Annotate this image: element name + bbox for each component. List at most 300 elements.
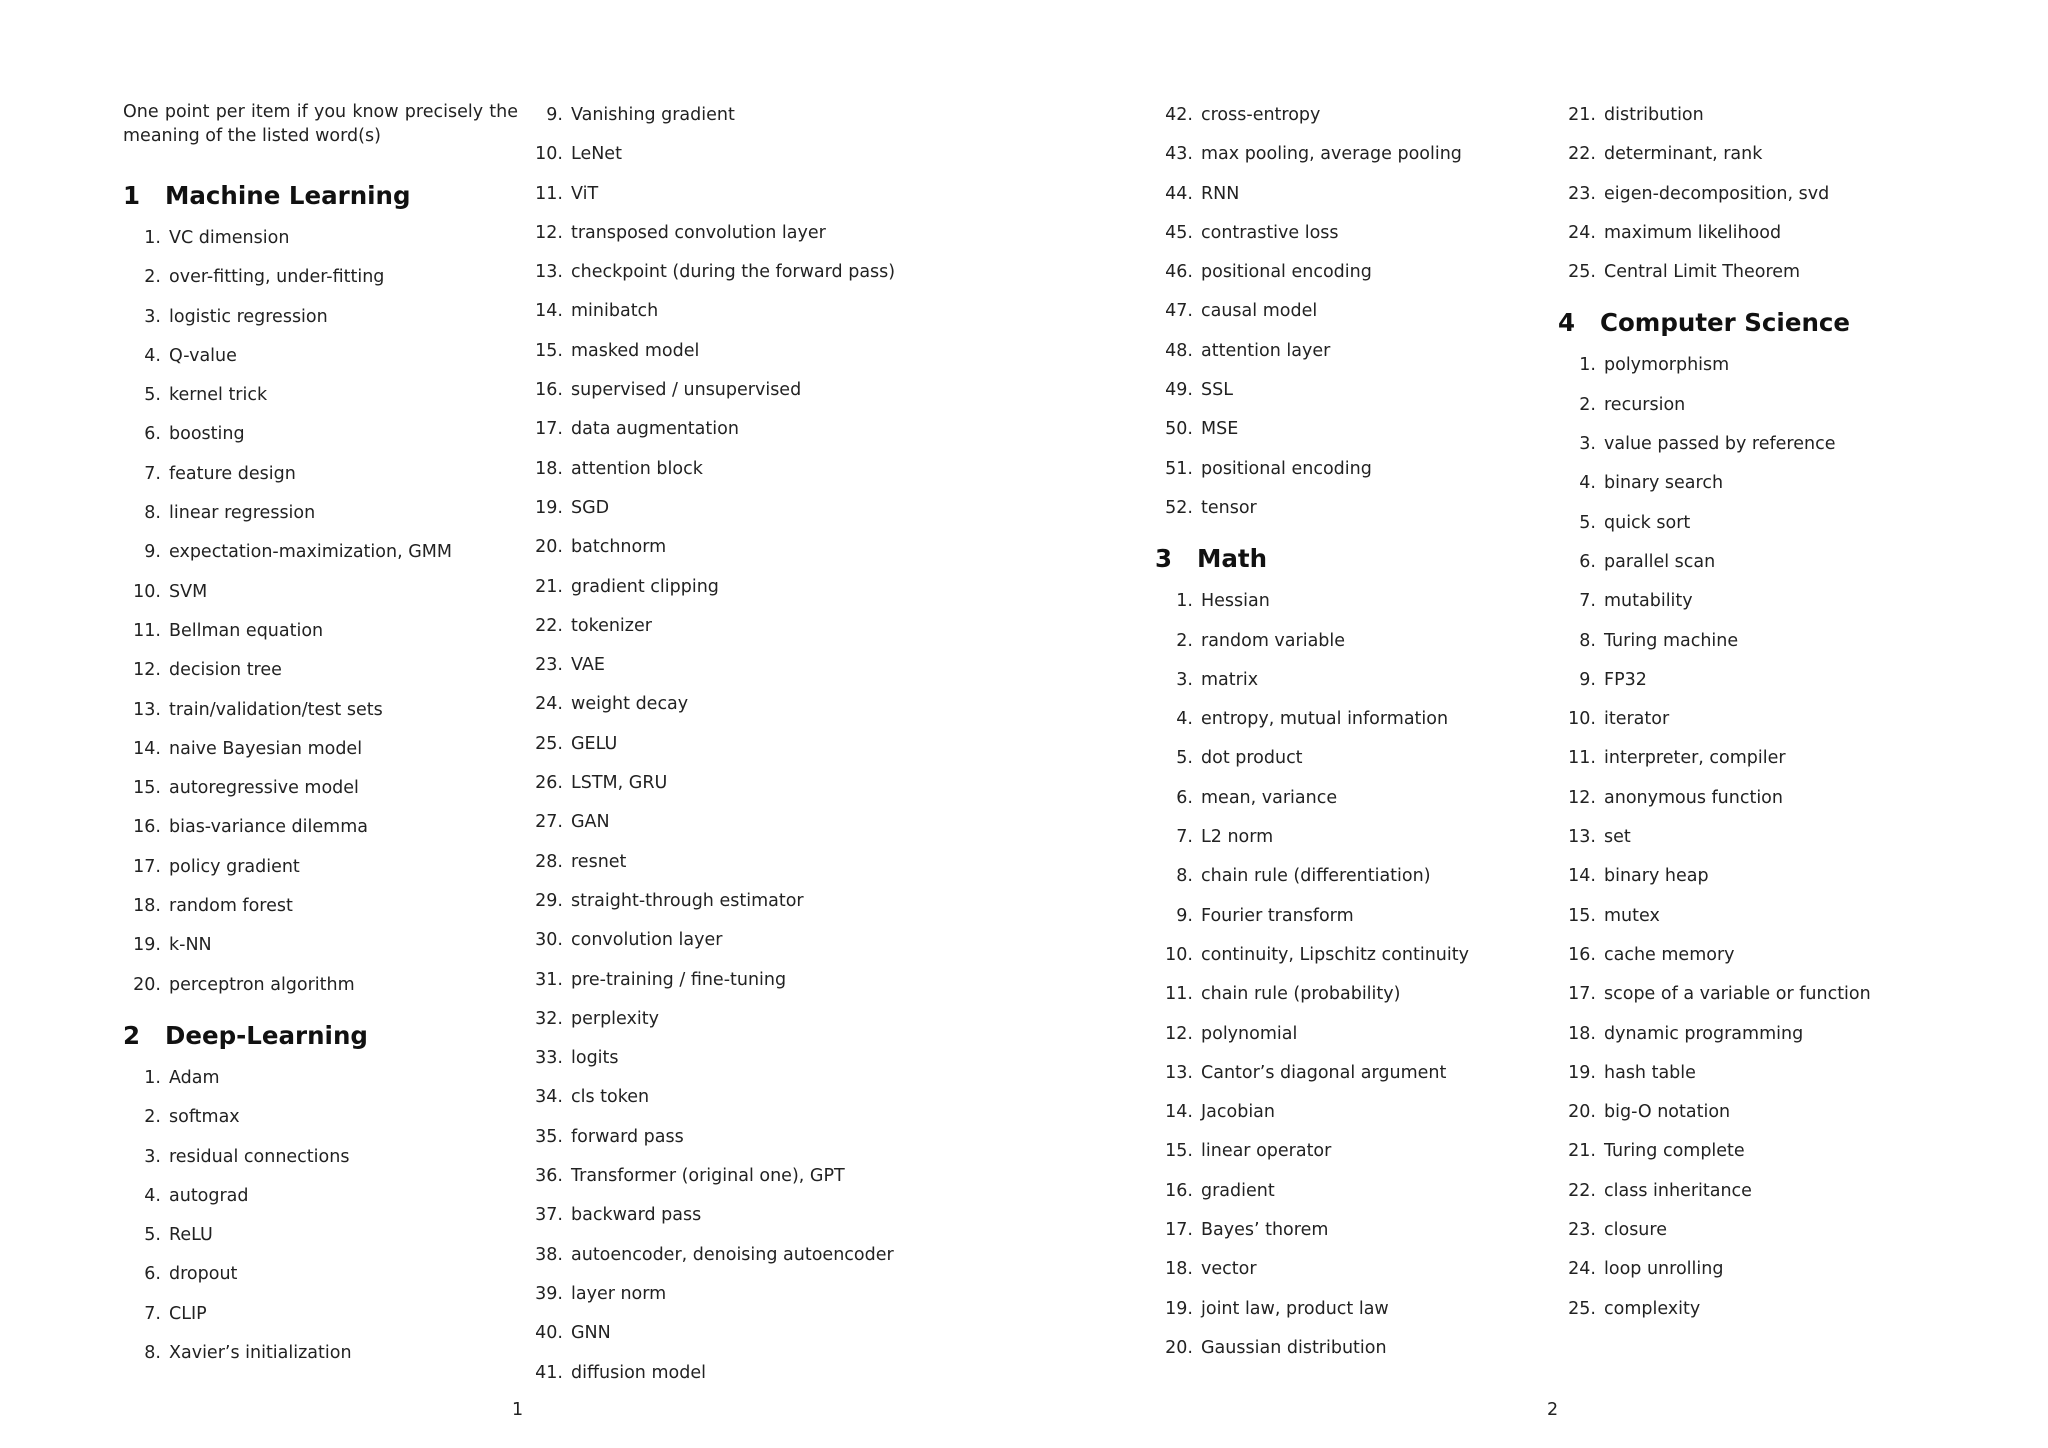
column-1 xyxy=(123,96,518,1373)
item-text: matrix xyxy=(1201,669,1259,690)
list-item xyxy=(525,1157,920,1196)
item-number: 20. xyxy=(133,974,161,995)
item-number: 22. xyxy=(535,615,563,636)
list-item xyxy=(1558,739,1953,778)
item-text: Bayes’ thorem xyxy=(1201,1220,1329,1241)
list-item xyxy=(123,926,518,965)
list-item xyxy=(123,376,518,415)
item-text: parallel scan xyxy=(1604,551,1716,572)
item-text: determinant, rank xyxy=(1604,144,1763,165)
list-item xyxy=(1558,253,1953,292)
item-number: 19. xyxy=(133,935,161,956)
item-text: random forest xyxy=(169,896,293,917)
item-text: class inheritance xyxy=(1604,1180,1752,1201)
item-number: 19. xyxy=(1568,1062,1596,1083)
item-number: 36. xyxy=(535,1166,563,1187)
item-text: L2 norm xyxy=(1201,827,1274,848)
list-item xyxy=(1558,857,1953,896)
list-item xyxy=(123,1216,518,1255)
item-number: 20. xyxy=(535,537,563,558)
list-item xyxy=(1558,897,1953,936)
item-text: autoregressive model xyxy=(169,778,359,799)
item-text: Transformer (original one), GPT xyxy=(571,1166,845,1187)
item-number: 23. xyxy=(1568,1220,1596,1241)
item-number: 9. xyxy=(144,542,161,563)
item-text: Xavier’s initialization xyxy=(169,1343,352,1364)
list-item xyxy=(1155,1290,1550,1329)
intro-text: One point per item if you know precisely the meaning of the listed word(s) xyxy=(123,102,518,146)
list-item xyxy=(1155,96,1550,135)
section-title: Computer Science xyxy=(1600,308,1851,338)
item-number: 6. xyxy=(1176,787,1193,808)
item-text: big-O notation xyxy=(1604,1102,1731,1123)
item-number: 13. xyxy=(133,699,161,720)
list-item xyxy=(525,764,920,803)
list-item xyxy=(525,882,920,921)
item-number: 9. xyxy=(1579,669,1596,690)
machine-learning-list xyxy=(123,219,518,1005)
item-text: recursion xyxy=(1604,394,1686,415)
list-item xyxy=(1558,582,1953,621)
item-number: 35. xyxy=(535,1126,563,1147)
item-number: 26. xyxy=(535,773,563,794)
item-text: Central Limit Theorem xyxy=(1604,262,1801,283)
item-text: chain rule (probability) xyxy=(1201,984,1401,1005)
item-text: mean, variance xyxy=(1201,787,1338,808)
item-number: 25. xyxy=(535,733,563,754)
item-text: VC dimension xyxy=(169,228,290,248)
list-item xyxy=(1558,504,1953,543)
list-item xyxy=(1558,1015,1953,1054)
item-text: LSTM, GRU xyxy=(571,773,668,794)
list-item xyxy=(1558,1250,1953,1289)
list-item xyxy=(1558,96,1953,135)
item-text: Bellman equation xyxy=(169,620,324,641)
list-item xyxy=(1155,1172,1550,1211)
item-number: 25. xyxy=(1568,1298,1596,1319)
item-text: binary search xyxy=(1604,473,1724,494)
item-number: 15. xyxy=(1568,905,1596,926)
list-item xyxy=(1155,818,1550,857)
list-item xyxy=(1155,582,1550,621)
list-item xyxy=(1155,1093,1550,1132)
deep-learning-list-part-1 xyxy=(123,1059,518,1373)
list-item xyxy=(525,292,920,331)
list-item xyxy=(1155,936,1550,975)
item-number: 52. xyxy=(1165,497,1193,518)
list-item xyxy=(525,410,920,449)
list-item xyxy=(123,1255,518,1294)
item-number: 9. xyxy=(1176,905,1193,926)
item-number: 5. xyxy=(1176,748,1193,769)
item-number: 12. xyxy=(535,222,563,243)
item-text: set xyxy=(1604,827,1631,848)
math-list-part-2 xyxy=(1558,96,1953,292)
list-item xyxy=(123,1334,518,1373)
item-number: 13. xyxy=(1568,827,1596,848)
item-text: contrastive loss xyxy=(1201,222,1339,243)
list-item xyxy=(123,298,518,337)
item-text: convolution layer xyxy=(571,930,723,951)
item-text: complexity xyxy=(1604,1298,1701,1319)
item-text: naive Bayesian model xyxy=(169,738,363,759)
item-number: 22. xyxy=(1568,1180,1596,1201)
list-item xyxy=(123,651,518,690)
item-text: layer norm xyxy=(571,1283,667,1304)
item-number: 10. xyxy=(133,581,161,602)
item-number: 19. xyxy=(1165,1298,1193,1319)
item-text: autograd xyxy=(169,1185,249,1206)
item-number: 30. xyxy=(535,930,563,951)
item-text: GNN xyxy=(571,1323,611,1344)
list-item xyxy=(1155,857,1550,896)
item-number: 41. xyxy=(535,1362,563,1383)
item-number: 50. xyxy=(1165,419,1193,440)
item-text: resnet xyxy=(571,851,627,872)
item-number: 20. xyxy=(1568,1102,1596,1123)
item-text: policy gradient xyxy=(169,856,300,877)
item-number: 1. xyxy=(144,1067,161,1088)
item-number: 7. xyxy=(1176,827,1193,848)
item-text: bias-variance dilemma xyxy=(169,817,368,838)
list-item xyxy=(123,494,518,533)
item-text: positional encoding xyxy=(1201,458,1372,479)
list-item xyxy=(123,573,518,612)
item-text: autoencoder, denoising autoencoder xyxy=(571,1244,894,1265)
list-item xyxy=(525,803,920,842)
item-number: 8. xyxy=(144,503,161,524)
item-number: 47. xyxy=(1165,301,1193,322)
item-number: 5. xyxy=(144,1225,161,1246)
list-item xyxy=(1558,975,1953,1014)
item-number: 2. xyxy=(1579,394,1596,415)
item-text: k-NN xyxy=(169,935,212,956)
item-number: 22. xyxy=(1568,144,1596,165)
list-item xyxy=(525,1314,920,1353)
item-number: 15. xyxy=(1165,1141,1193,1162)
list-item xyxy=(1155,135,1550,174)
list-item xyxy=(525,843,920,882)
list-item xyxy=(1155,700,1550,739)
item-number: 14. xyxy=(1568,866,1596,887)
item-text: chain rule (differentiation) xyxy=(1201,866,1431,887)
item-number: 10. xyxy=(1568,709,1596,730)
list-item xyxy=(123,691,518,730)
list-item xyxy=(525,332,920,371)
item-text: ReLU xyxy=(169,1225,213,1246)
list-item xyxy=(1155,1250,1550,1289)
item-text: over-fitting, under-fitting xyxy=(169,267,385,288)
item-text: causal model xyxy=(1201,301,1318,322)
item-number: 7. xyxy=(1579,591,1596,612)
item-text: expectation-maximization, GMM xyxy=(169,542,452,563)
list-item xyxy=(525,175,920,214)
item-number: 1. xyxy=(1579,355,1596,376)
item-number: 12. xyxy=(1568,787,1596,808)
item-text: Vanishing gradient xyxy=(571,105,735,125)
item-text: mutability xyxy=(1604,591,1693,612)
item-number: 37. xyxy=(535,1205,563,1226)
item-text: perplexity xyxy=(571,1008,659,1029)
list-item xyxy=(1155,332,1550,371)
item-number: 17. xyxy=(535,419,563,440)
item-text: tensor xyxy=(1201,497,1257,518)
item-number: 16. xyxy=(1165,1180,1193,1201)
list-item xyxy=(123,730,518,769)
list-item xyxy=(1155,1211,1550,1250)
item-text: Adam xyxy=(169,1067,220,1088)
list-item xyxy=(1558,1172,1953,1211)
item-number: 14. xyxy=(133,738,161,759)
section-title: Math xyxy=(1197,544,1268,574)
item-text: supervised / unsupervised xyxy=(571,380,802,401)
item-text: cache memory xyxy=(1604,944,1735,965)
item-text: Turing machine xyxy=(1604,630,1739,651)
list-item xyxy=(123,1138,518,1177)
item-number: 9. xyxy=(546,105,563,125)
list-item xyxy=(123,966,518,1005)
item-number: 28. xyxy=(535,851,563,872)
item-number: 1. xyxy=(144,228,161,248)
item-number: 33. xyxy=(535,1048,563,1069)
item-number: 38. xyxy=(535,1244,563,1265)
list-item xyxy=(525,1078,920,1117)
list-item xyxy=(123,337,518,376)
list-item xyxy=(1558,779,1953,818)
list-item xyxy=(525,1039,920,1078)
item-number: 6. xyxy=(144,1264,161,1285)
item-text: CLIP xyxy=(169,1303,207,1324)
item-number: 20. xyxy=(1165,1337,1193,1358)
item-number: 46. xyxy=(1165,262,1193,283)
column-4 xyxy=(1558,96,1953,1329)
item-text: polynomial xyxy=(1201,1023,1298,1044)
item-text: Cantor’s diagonal argument xyxy=(1201,1062,1447,1083)
list-item xyxy=(1558,1054,1953,1093)
list-item xyxy=(525,489,920,528)
list-item xyxy=(525,646,920,685)
list-item xyxy=(525,568,920,607)
deep-learning-list-part-2 xyxy=(525,96,920,1393)
item-text: gradient xyxy=(1201,1180,1275,1201)
item-number: 3. xyxy=(1176,669,1193,690)
list-item xyxy=(525,1000,920,1039)
list-item xyxy=(1558,425,1953,464)
item-number: 4. xyxy=(1176,709,1193,730)
section-number: 1 xyxy=(123,181,141,210)
item-text: loop unrolling xyxy=(1604,1259,1724,1280)
list-item xyxy=(525,96,920,135)
list-item xyxy=(123,1295,518,1334)
item-number: 31. xyxy=(535,969,563,990)
section-heading-math xyxy=(1155,542,1550,576)
item-number: 1. xyxy=(1176,591,1193,612)
item-text: linear operator xyxy=(1201,1141,1332,1162)
list-item xyxy=(525,685,920,724)
section-number: 3 xyxy=(1155,544,1173,574)
list-item xyxy=(1155,1054,1550,1093)
list-item xyxy=(1155,450,1550,489)
item-number: 49. xyxy=(1165,380,1193,401)
item-number: 16. xyxy=(1568,944,1596,965)
item-number: 21. xyxy=(535,576,563,597)
list-item xyxy=(525,528,920,567)
list-item xyxy=(123,533,518,572)
item-text: GAN xyxy=(571,812,610,833)
list-item xyxy=(1155,975,1550,1014)
item-text: joint law, product law xyxy=(1201,1298,1389,1319)
item-text: scope of a variable or function xyxy=(1604,984,1871,1005)
item-text: iterator xyxy=(1604,709,1670,730)
list-item xyxy=(1558,818,1953,857)
list-item xyxy=(1155,214,1550,253)
item-number: 18. xyxy=(535,458,563,479)
item-number: 42. xyxy=(1165,105,1193,125)
item-text: LeNet xyxy=(571,144,622,165)
list-item xyxy=(123,455,518,494)
item-text: dot product xyxy=(1201,748,1303,769)
item-number: 32. xyxy=(535,1008,563,1029)
item-text: logits xyxy=(571,1048,619,1069)
item-text: diffusion model xyxy=(571,1362,706,1383)
item-text: boosting xyxy=(169,424,245,445)
page-number: 1 xyxy=(512,1400,524,1420)
list-item xyxy=(1155,292,1550,331)
item-number: 11. xyxy=(1568,748,1596,769)
list-item xyxy=(1155,739,1550,778)
item-text: decision tree xyxy=(169,660,282,681)
item-text: FP32 xyxy=(1604,669,1647,690)
list-item xyxy=(525,1354,920,1393)
item-number: 27. xyxy=(535,812,563,833)
item-number: 10. xyxy=(535,144,563,165)
item-number: 17. xyxy=(133,856,161,877)
item-number: 23. xyxy=(535,655,563,676)
list-item xyxy=(123,258,518,297)
item-text: dropout xyxy=(169,1264,238,1285)
column-2 xyxy=(525,96,920,1393)
item-text: masked model xyxy=(571,340,700,361)
list-item xyxy=(1155,1132,1550,1171)
list-item xyxy=(525,1236,920,1275)
list-item xyxy=(1155,410,1550,449)
item-text: residual connections xyxy=(169,1146,350,1167)
item-text: GELU xyxy=(571,733,618,754)
item-text: max pooling, average pooling xyxy=(1201,144,1462,165)
item-text: perceptron algorithm xyxy=(169,974,355,995)
item-number: 12. xyxy=(1165,1023,1193,1044)
list-item xyxy=(1558,543,1953,582)
item-text: distribution xyxy=(1604,105,1704,125)
item-text: softmax xyxy=(169,1107,240,1128)
item-number: 12. xyxy=(133,660,161,681)
item-text: vector xyxy=(1201,1259,1257,1280)
item-text: maximum likelihood xyxy=(1604,222,1782,243)
item-number: 4. xyxy=(144,1185,161,1206)
item-text: Jacobian xyxy=(1201,1102,1275,1123)
list-item xyxy=(1558,464,1953,503)
item-number: 21. xyxy=(1568,1141,1596,1162)
item-number: 17. xyxy=(1568,984,1596,1005)
section-number: 4 xyxy=(1558,308,1576,338)
item-text: closure xyxy=(1604,1220,1667,1241)
item-number: 13. xyxy=(535,262,563,283)
list-item xyxy=(123,1059,518,1098)
list-item xyxy=(1155,661,1550,700)
item-text: MSE xyxy=(1201,419,1239,440)
item-text: linear regression xyxy=(169,503,316,524)
section-heading-machine-learning xyxy=(123,179,518,213)
list-item xyxy=(525,607,920,646)
item-number: 18. xyxy=(1568,1023,1596,1044)
list-item xyxy=(123,219,518,258)
list-item xyxy=(1558,214,1953,253)
item-number: 8. xyxy=(144,1343,161,1364)
item-number: 44. xyxy=(1165,183,1193,204)
item-text: anonymous function xyxy=(1604,787,1783,808)
item-number: 16. xyxy=(133,817,161,838)
list-item xyxy=(525,450,920,489)
item-text: interpreter, compiler xyxy=(1604,748,1786,769)
item-number: 51. xyxy=(1165,458,1193,479)
item-text: value passed by reference xyxy=(1604,434,1836,455)
item-number: 24. xyxy=(1568,1259,1596,1280)
item-text: Hessian xyxy=(1201,591,1270,612)
item-text: Fourier transform xyxy=(1201,905,1354,926)
item-number: 2. xyxy=(1176,630,1193,651)
item-number: 7. xyxy=(144,1303,161,1324)
item-text: polymorphism xyxy=(1604,355,1730,376)
list-item xyxy=(1558,1132,1953,1171)
list-item xyxy=(123,808,518,847)
item-text: random variable xyxy=(1201,630,1346,651)
item-number: 43. xyxy=(1165,144,1193,165)
item-text: kernel trick xyxy=(169,385,268,406)
item-text: SGD xyxy=(571,497,610,518)
list-item xyxy=(1558,1290,1953,1329)
item-text: forward pass xyxy=(571,1126,684,1147)
item-number: 45. xyxy=(1165,222,1193,243)
item-number: 6. xyxy=(1579,551,1596,572)
list-item xyxy=(1558,622,1953,661)
item-number: 4. xyxy=(144,345,161,366)
item-number: 18. xyxy=(133,896,161,917)
item-text: Gaussian distribution xyxy=(1201,1337,1387,1358)
item-number: 23. xyxy=(1568,183,1596,204)
section-heading-computer-science xyxy=(1558,306,1953,340)
list-item xyxy=(525,1275,920,1314)
section-heading-deep-learning xyxy=(123,1019,518,1053)
item-text: entropy, mutual information xyxy=(1201,709,1449,730)
item-number: 18. xyxy=(1165,1259,1193,1280)
item-number: 11. xyxy=(1165,984,1193,1005)
item-number: 17. xyxy=(1165,1220,1193,1241)
item-number: 4. xyxy=(1579,473,1596,494)
item-number: 10. xyxy=(1165,944,1193,965)
item-text: SVM xyxy=(169,581,208,602)
list-item xyxy=(1155,253,1550,292)
item-number: 2. xyxy=(144,267,161,288)
item-number: 14. xyxy=(1165,1102,1193,1123)
item-text: straight-through estimator xyxy=(571,890,804,911)
list-item xyxy=(1558,386,1953,425)
page-number: 2 xyxy=(1547,1400,1559,1420)
item-text: cross-entropy xyxy=(1201,105,1321,125)
list-item xyxy=(1558,661,1953,700)
item-number: 48. xyxy=(1165,340,1193,361)
item-number: 13. xyxy=(1165,1062,1193,1083)
list-item xyxy=(1558,700,1953,739)
